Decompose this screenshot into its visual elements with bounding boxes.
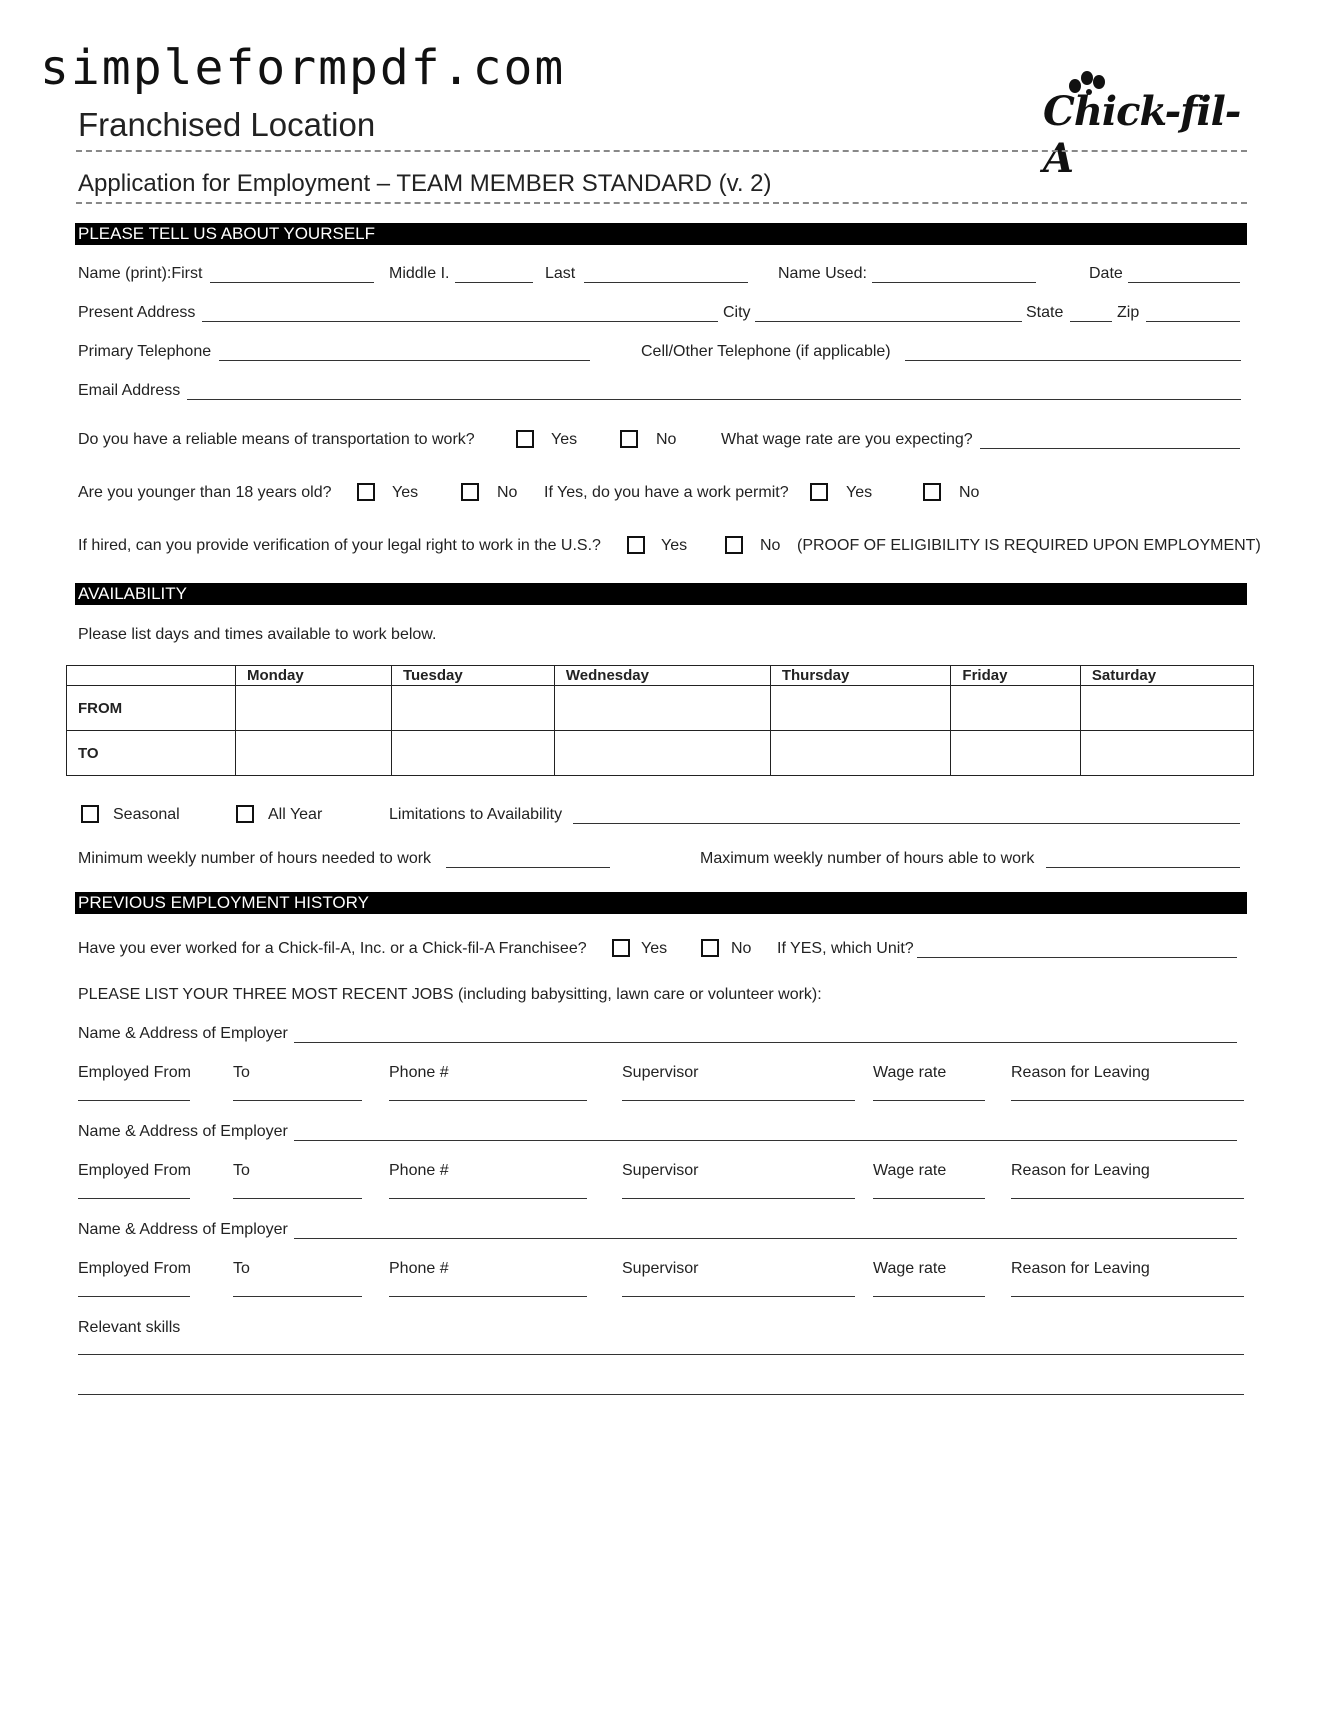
transport-no-checkbox[interactable] (620, 430, 638, 448)
transport-question: Do you have a reliable means of transportation to work? (78, 431, 475, 448)
table-row-to (67, 731, 1254, 776)
section-header-about-yourself (75, 223, 1247, 245)
employed-from-field[interactable] (78, 1296, 190, 1297)
corner-cell (67, 666, 236, 686)
phone-label: Phone # (389, 1260, 449, 1277)
relevant-skills-line-1[interactable] (78, 1354, 1244, 1355)
limitations-label: Limitations to Availability (389, 806, 563, 823)
transport-no-label: No (656, 431, 677, 448)
watermark-text: simpleformpdf.com (40, 40, 566, 96)
seasonal-label: Seasonal (113, 806, 180, 823)
verify-no-checkbox[interactable] (725, 536, 743, 554)
header-divider (76, 150, 1247, 152)
worked-yes-label: Yes (641, 940, 668, 957)
worked-question: Have you ever worked for a Chick-fil-A, Inc. or a Chick-fil-A Franchisee? (78, 940, 587, 957)
all-year-label: All Year (268, 806, 323, 823)
day-header-friday: Friday (951, 666, 1080, 686)
cell-from-monday[interactable] (236, 686, 392, 731)
middle-initial-label: Middle I. (389, 265, 450, 282)
state-label: State (1026, 304, 1064, 321)
reason-label: Reason for Leaving (1011, 1260, 1150, 1277)
email-field[interactable] (187, 399, 1241, 400)
cell-to-thursday[interactable] (770, 731, 951, 776)
proof-note: (PROOF OF ELIGIBILITY IS REQUIRED UPON EMPLOYMENT) (797, 537, 1261, 554)
seasonal-checkbox[interactable] (81, 805, 99, 823)
wage-rate-field[interactable] (873, 1198, 985, 1199)
all-year-checkbox[interactable] (236, 805, 254, 823)
worked-no-label: No (731, 940, 752, 957)
verify-yes-checkbox[interactable] (627, 536, 645, 554)
cell-from-friday[interactable] (951, 686, 1080, 731)
city-field[interactable] (755, 321, 1022, 322)
city-label: City (723, 304, 751, 321)
primary-phone-label: Primary Telephone (78, 343, 212, 360)
employer-field[interactable] (294, 1042, 1237, 1043)
first-name-field[interactable] (210, 282, 374, 283)
relevant-skills-line-2[interactable] (78, 1394, 1244, 1395)
max-hours-field[interactable] (1046, 867, 1240, 868)
age-question: Are you younger than 18 years old? (78, 484, 332, 501)
primary-phone-field[interactable] (219, 360, 590, 361)
which-unit-field[interactable] (917, 957, 1237, 958)
day-header-thursday: Thursday (770, 666, 951, 686)
permit-yes-label: Yes (846, 484, 873, 501)
phone-label: Phone # (389, 1064, 449, 1081)
transport-yes-label: Yes (551, 431, 578, 448)
section-header-employment-history (75, 892, 1247, 914)
employed-from-field[interactable] (78, 1198, 190, 1199)
phone-label: Phone # (389, 1162, 449, 1179)
availability-instructions: Please list days and times available to work below. (78, 626, 437, 643)
row-label-to: TO (67, 731, 236, 776)
last-name-label: Last (545, 265, 576, 282)
supervisor-field[interactable] (622, 1198, 855, 1199)
reason-label: Reason for Leaving (1011, 1162, 1150, 1179)
max-hours-label: Maximum weekly number of hours able to work (700, 850, 1035, 867)
table-row-from (67, 686, 1254, 731)
section-title: PREVIOUS EMPLOYMENT HISTORY (78, 893, 369, 912)
worked-yes-checkbox[interactable] (612, 939, 630, 957)
cell-from-thursday[interactable] (770, 686, 951, 731)
cell-to-wednesday[interactable] (554, 731, 770, 776)
location-subtitle: Franchised Location (78, 106, 376, 143)
cell-phone-label: Cell/Other Telephone (if applicable) (641, 343, 891, 360)
employed-from-field[interactable] (78, 1100, 190, 1101)
section-title: PLEASE TELL US ABOUT YOURSELF (78, 224, 375, 243)
email-label: Email Address (78, 382, 181, 399)
permit-yes-checkbox[interactable] (810, 483, 828, 501)
last-name-field[interactable] (584, 282, 748, 283)
cell-phone-field[interactable] (905, 360, 1241, 361)
employed-from-label: Employed From (78, 1162, 191, 1179)
min-hours-field[interactable] (446, 867, 610, 868)
employer-label: Name & Address of Employer (78, 1123, 288, 1140)
phone-field[interactable] (389, 1296, 587, 1297)
phone-field[interactable] (389, 1198, 587, 1199)
logo-text: Chick-fil-A (1043, 88, 1241, 182)
title-divider (76, 202, 1247, 204)
permit-no-label: No (959, 484, 980, 501)
present-address-label: Present Address (78, 304, 196, 321)
transport-yes-checkbox[interactable] (516, 430, 534, 448)
day-header-tuesday: Tuesday (391, 666, 554, 686)
day-header-monday: Monday (236, 666, 392, 686)
zip-label: Zip (1117, 304, 1140, 321)
availability-table (66, 665, 1254, 776)
relevant-skills-label: Relevant skills (78, 1319, 181, 1336)
wage-rate-label: Wage rate (873, 1064, 947, 1081)
verify-question: If hired, can you provide verification of your legal right to work in the U.S.? (78, 537, 601, 554)
phone-field[interactable] (389, 1100, 587, 1101)
reason-field[interactable] (1011, 1198, 1244, 1199)
supervisor-field[interactable] (622, 1296, 855, 1297)
employer-label: Name & Address of Employer (78, 1025, 288, 1042)
supervisor-label: Supervisor (622, 1260, 699, 1277)
which-unit-label: If YES, which Unit? (777, 940, 914, 957)
age-no-checkbox[interactable] (461, 483, 479, 501)
form-title: Application for Employment – TEAM MEMBER STANDARD (v. 2) (78, 170, 772, 197)
employer-field[interactable] (294, 1238, 1237, 1239)
section-header-availability (75, 583, 1247, 605)
age-yes-checkbox[interactable] (357, 483, 375, 501)
min-hours-label: Minimum weekly number of hours needed to work (78, 850, 432, 867)
cell-to-saturday[interactable] (1080, 731, 1253, 776)
supervisor-label: Supervisor (622, 1064, 699, 1081)
limitations-field[interactable] (573, 823, 1240, 824)
age-yes-label: Yes (392, 484, 419, 501)
wage-rate-label: Wage rate (873, 1260, 947, 1277)
state-field[interactable] (1070, 321, 1112, 322)
row-label-from: FROM (67, 686, 236, 731)
name-used-label: Name Used: (778, 265, 867, 282)
worked-no-checkbox[interactable] (701, 939, 719, 957)
section-title: AVAILABILITY (78, 584, 187, 603)
reason-field[interactable] (1011, 1296, 1244, 1297)
employed-from-label: Employed From (78, 1260, 191, 1277)
wage-rate-label: Wage rate (873, 1162, 947, 1179)
age-no-label: No (497, 484, 518, 501)
wage-expected-field[interactable] (980, 448, 1240, 449)
to-label: To (233, 1064, 250, 1081)
permit-no-checkbox[interactable] (923, 483, 941, 501)
to-label: To (233, 1162, 250, 1179)
cell-from-tuesday[interactable] (391, 686, 554, 731)
cell-to-monday[interactable] (236, 731, 392, 776)
permit-question: If Yes, do you have a work permit? (544, 484, 789, 501)
present-address-field[interactable] (202, 321, 718, 322)
date-label: Date (1089, 265, 1123, 282)
middle-initial-field[interactable] (455, 282, 533, 283)
date-field[interactable] (1128, 282, 1240, 283)
reason-field[interactable] (1011, 1100, 1244, 1101)
day-header-wednesday: Wednesday (554, 666, 770, 686)
cell-from-saturday[interactable] (1080, 686, 1253, 731)
table-header-row (67, 666, 1254, 686)
wage-rate-field[interactable] (873, 1296, 985, 1297)
employed-to-field[interactable] (233, 1296, 362, 1297)
employer-label: Name & Address of Employer (78, 1221, 288, 1238)
first-name-label: Name (print):First (78, 265, 203, 282)
verify-no-label: No (760, 537, 781, 554)
chick-fil-a-logo (1043, 68, 1243, 182)
cell-to-friday[interactable] (951, 731, 1080, 776)
verify-yes-label: Yes (661, 537, 688, 554)
supervisor-field[interactable] (622, 1100, 855, 1101)
reason-label: Reason for Leaving (1011, 1064, 1150, 1081)
cell-to-tuesday[interactable] (391, 731, 554, 776)
wage-rate-field[interactable] (873, 1100, 985, 1101)
day-header-saturday: Saturday (1080, 666, 1253, 686)
cell-from-wednesday[interactable] (554, 686, 770, 731)
zip-field[interactable] (1146, 321, 1240, 322)
wage-question: What wage rate are you expecting? (721, 431, 973, 448)
supervisor-label: Supervisor (622, 1162, 699, 1179)
employer-field[interactable] (294, 1140, 1237, 1141)
to-label: To (233, 1260, 250, 1277)
list-jobs-instructions: PLEASE LIST YOUR THREE MOST RECENT JOBS (including babysitting, lawn care or volunteer work): (78, 986, 822, 1003)
employed-to-field[interactable] (233, 1100, 362, 1101)
name-used-field[interactable] (872, 282, 1036, 283)
employed-from-label: Employed From (78, 1064, 191, 1081)
employed-to-field[interactable] (233, 1198, 362, 1199)
